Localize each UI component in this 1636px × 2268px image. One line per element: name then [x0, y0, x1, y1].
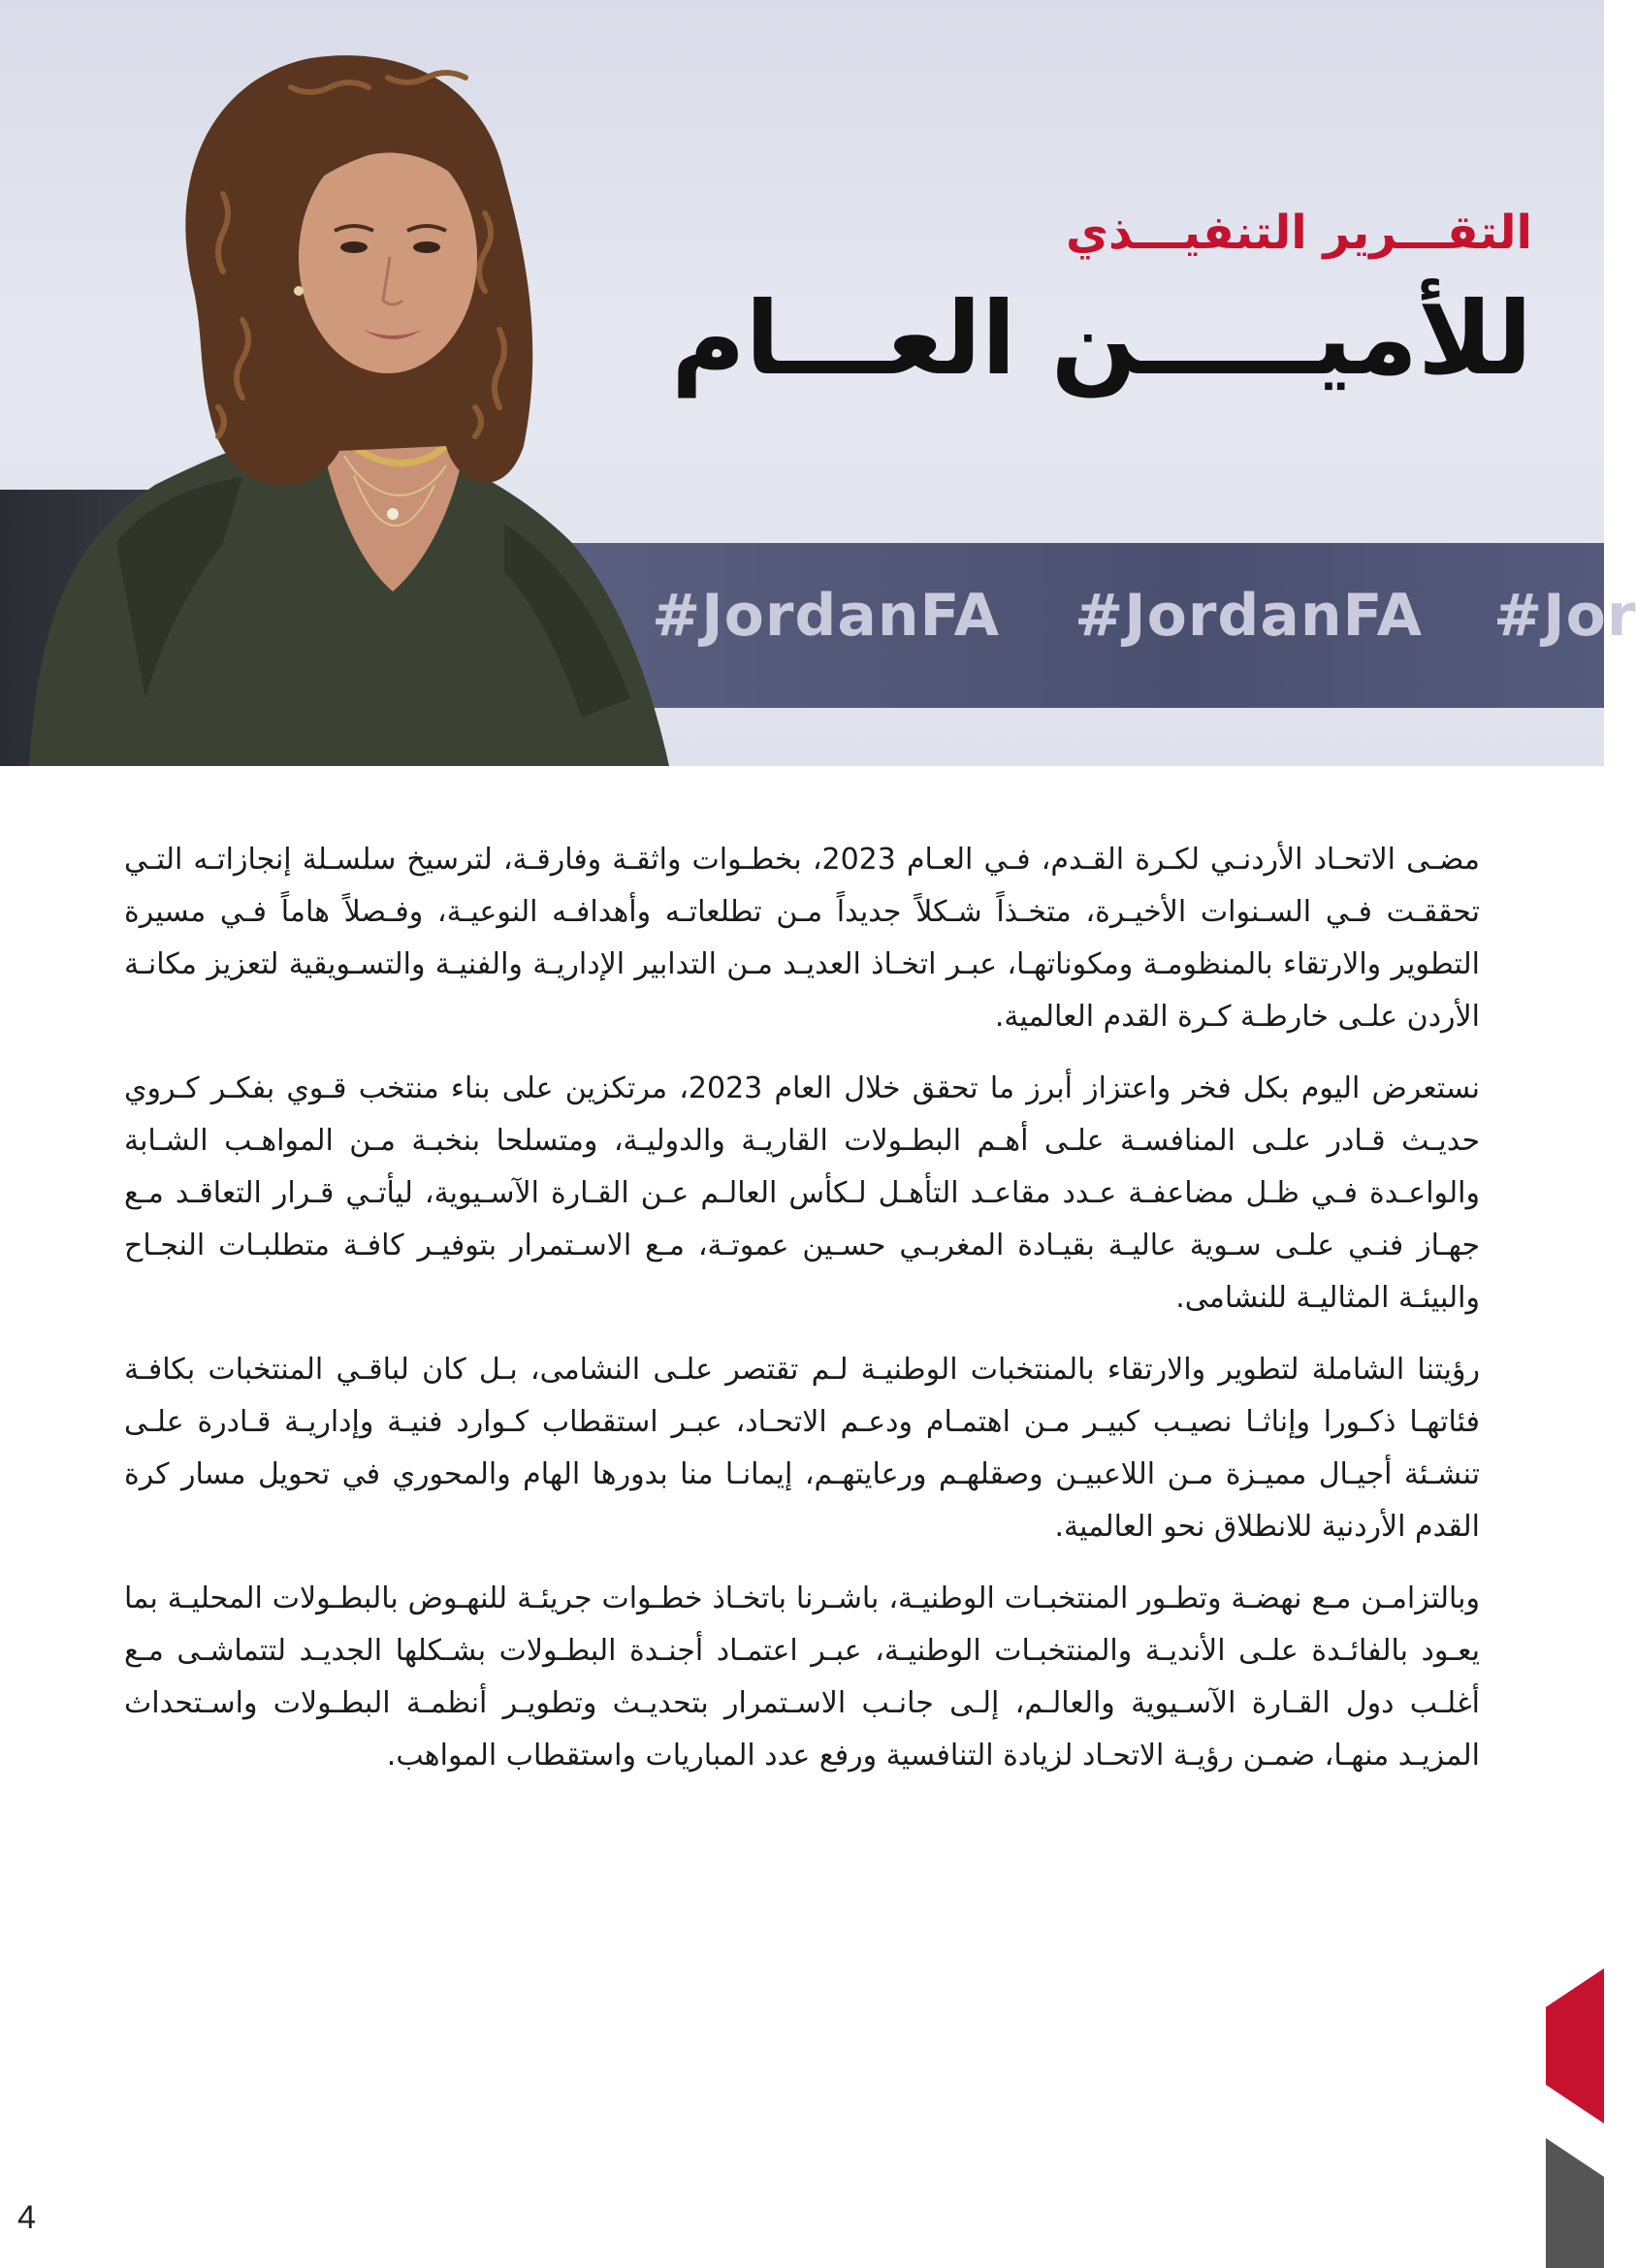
body-paragraph: نستعرض اليوم بكل فخر واعتزاز أبرز ما تحقق خلال العام 2023، مرتكزين على بناء منتخب قـوي بفكـر كـروي حديـث قـادر علـى المنافسـة علـى أهـم البطـولات القاريـة والدوليـة، ومتسلحا بنخبـة مـن المواهـب الشـابة والواعـدة فـي ظـل مضاعفـة عـدد مقاعـد التأهـل لـكأس العالـم عـن القـارة الآسـيوية، ليأتـي قـرار التعاقـد مـع جهـاز فنـي علـى سـوية عاليـة بقيـادة المغربـي حسـين عموتـة، مـع الاسـتمرار بتوفيـر كافـة متطلبـات النجـاح والبيئـة المثاليـة للنشامى.	[124, 1071, 1480, 1315]
body-paragraph: رؤيتنا الشاملة لتطوير والارتقاء بالمنتخبات الوطنيـة لـم تقتصر علـى النشامى، بـل كان لباقـي المنتخبات بكافـة فئاتهـا ذكـورا وإناثـا نصيـب كبيـر مـن اهتمـام ودعـم الاتحـاد، عبـر استقطاب كـوارد فنيـة وإداريـة قـادرة علـى تنشـئة أجيـال مميـزة مـن اللاعبيـن وصقلهـم ورعايتهـم، إيمانـا منا بدورها الهام والمحوري في تحويل مسار كرة القدم الأردنية للانطلاق نحو العالمية.	[124, 1353, 1480, 1544]
banner-hashtag: #JordanFA	[652, 582, 1001, 650]
body-text	[124, 834, 1480, 1802]
body-paragraph: وبالتزامـن مـع نهضـة وتطـور المنتخبـات الوطنيـة، باشـرنا باتخـاذ خطـوات جريئـة للنهـوض بالبطـولات المحليـة بما يعـود بالفائـدة علـى الأنديـة والمنتخبـات الوطنيـة، عبـر اعتمـاد أجنـدة البطـولات بشـكلها الجديـد لتتماشـى مـع أغلـب دول القـارة الآسـيوية والعالـم، إلـى جانـب الاسـتمرار بتحديـث وتطويـر أنظمـة البطـولات واسـتحداث المزيـد منهـا، ضمـن رؤيـة الاتحـاد لزيادة التنافسية ورفع عدد المباريات واستقطاب المواهب.	[124, 1581, 1480, 1773]
gray-accent-shape	[1546, 2138, 1604, 2268]
speaker-photo	[0, 0, 698, 766]
red-accent-shape	[1546, 1968, 1604, 2124]
banner-hashtag: #Jor	[1493, 582, 1636, 650]
body-paragraph: مضـى الاتحـاد الأردنـي لكـرة القـدم، فـي العـام 2023، بخطـوات واثقـة وفارقـة، لترسيخ سلسـلة إنجازاتـه التـي تحققـت فـي السـنوات الأخيـرة، متخـذاً شـكلاً جديداً مـن تطلعاتـه وأهدافـه النوعيـة، وفـصلاً هاماً فـي مسيرة التطوير والارتقاء بالمنظومـة ومكوناتهـا، عبـر اتخـاذ العديـد مـن التدابير الإداريـة والفنيـة والتسـويقية لتعزيز مكانـة الأردن علـى خارطـة كـرة القدم العالمية.	[124, 843, 1480, 1034]
report-title: للأميـــــن العـــام	[671, 279, 1532, 398]
corner-decoration	[1546, 1968, 1604, 2268]
report-subtitle: التقـــرير التنفيـــذي	[1065, 206, 1532, 260]
hero-photo-section	[0, 0, 1636, 766]
banner-hashtag: #JordanFA	[1075, 582, 1424, 650]
page-number: 4	[17, 2199, 36, 2236]
